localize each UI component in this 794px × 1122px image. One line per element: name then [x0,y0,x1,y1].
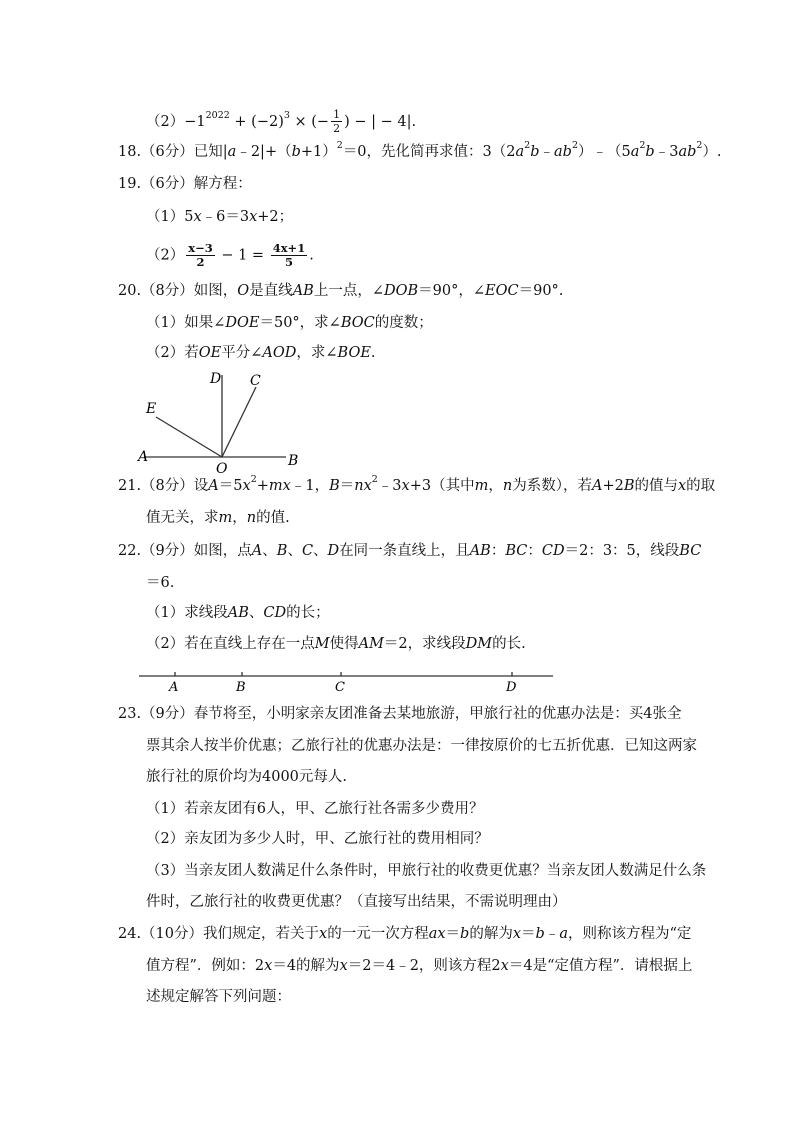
label-a: A [138,449,149,465]
problem-21-line-2: 值无关，求m，n的值. [146,510,290,526]
label-c: C [250,373,261,389]
problem-21-line-1: 21.（8分）设$A=5x^2+mx﹣1$，$B=nx^2﹣3x+3$（其中m，n为系数），若A+2B的值与x的取 [118,474,716,494]
segment-figure [135,666,560,696]
problem-19-part-2: （2） $\frac{x-3}{2}$ − 1 = $\frac{4x+1}{5}$ . [146,241,314,269]
label-o: O [216,461,228,475]
label-e: E [146,401,157,417]
problem-23-line-1: 23.（9分）春节将至，小明家亲友团准备去某地旅游，甲旅行社的优惠办法是：买4张全 [118,706,682,722]
problem-23-part-3-line-1: （3）当亲友团人数满足什么条件时，甲旅行社的收费更优惠？当亲友团人数满足什么条 [146,863,707,879]
problem-17-part-2: $(2)-1^{2022} + (-2)^3$ × (− $\frac{1}{2}$ ) − | − 4|. [146,108,417,135]
problem-22-line-2: ＝6. [146,575,175,591]
angle-figure [130,365,330,475]
problem-24-line-1: 24.（10分）我们规定，若关于x的一元一次方程ax＝b的解为x＝b﹣a，则称该方程为“定 [118,926,692,942]
problem-23-part-2: （2）亲友团为多少人时，甲、乙旅行社的费用相同？ [146,831,489,847]
problem-23-part-3-line-2: 件时，乙旅行社的收费更优惠？（直接写出结果，不需说明理由） [146,894,567,910]
problem-22-part-2: （2）若在直线上存在一点M使得AM＝2，求线段DM的长. [146,636,526,652]
problem-20: 20.（8分）如图，O是直线AB上一点，∠DOB＝90°，∠EOC＝90°. [118,283,564,299]
problem-19: 19.（6分）解方程： [118,176,252,192]
seg-label-a: A [169,680,179,695]
problem-20-part-2: （2）若OE平分∠AOD，求∠BOE. [146,345,376,361]
problem-23-part-1: （1）若亲友团有6人，甲、乙旅行社各需多少费用？ [146,801,484,817]
problem-20-part-1: （1）如果∠DOE＝50°，求∠BOC的度数； [146,315,433,331]
ray-oc [222,387,256,457]
seg-label-b: B [236,680,246,695]
ray-oe [156,417,222,457]
problem-18: 18.（6分）已知$|a﹣2|+(b+1)^2=0$，先化简再求值：$3(2a^2b﹣ab^2)﹣(5a^2b﹣3ab^2)$. [118,140,722,160]
seg-label-c: C [335,680,345,695]
seg-label-d: D [506,680,517,695]
problem-23-line-3: 旅行社的原价均为4000元每人. [146,769,348,785]
problem-22-part-1: （1）求线段AB、CD的长； [146,605,330,621]
problem-22-line-1: 22.（9分）如图，点A、B、C、D在同一条直线上，且AB：BC：CD＝2：3：5，线段BC [118,543,702,559]
problem-19-part-1: （1）5x﹣6＝3x+2； [146,209,294,225]
problem-24-line-3: 述规定解答下列问题： [146,989,291,1005]
problem-24-line-2: 值方程”．例如：2x＝4的解为x＝2＝4﹣2，则该方程2x＝4是“定值方程”．请根据上 [146,958,693,974]
label-b: B [288,453,299,469]
problem-23-line-2: 票其余人按半价优惠；乙旅行社的优惠办法是：一律按原价的七五折优惠．已知这两家 [146,738,697,754]
label-d: D [210,371,222,387]
